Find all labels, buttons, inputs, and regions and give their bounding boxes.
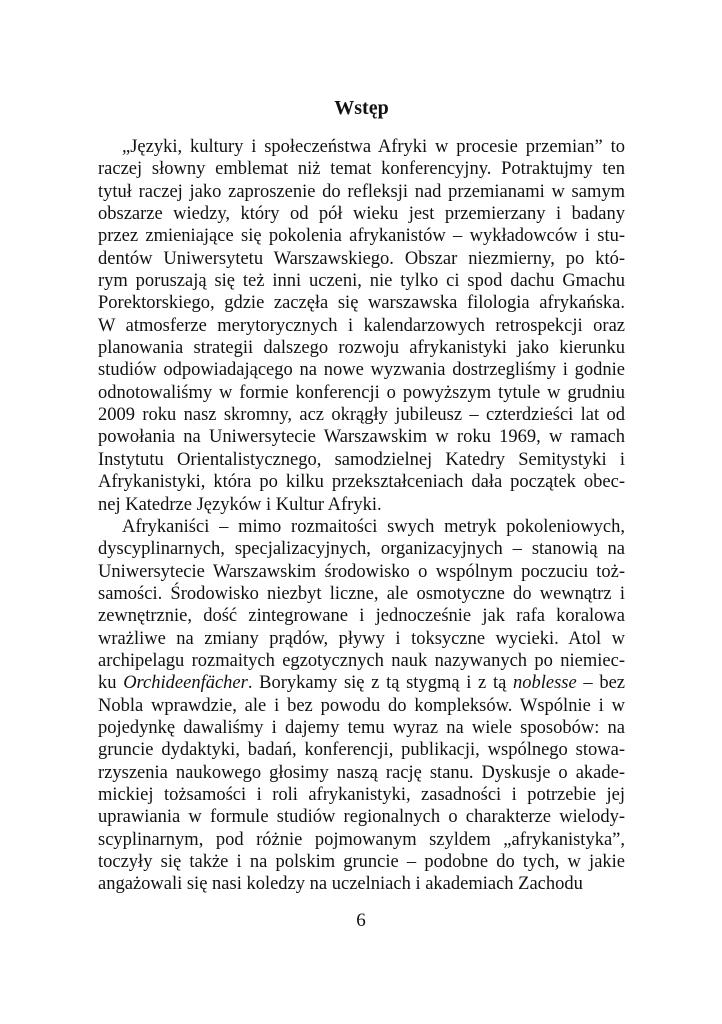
text-line: nej Katedrze Języków i Kultur Afryki. [98,494,382,515]
text-line: rzyszenia naukowego głosimy naszą rację stanu. Dyskusje o akade- [98,762,625,783]
text-line: angażowali się nasi koledzy na uczelniach i akademiach Zachodu [98,874,583,895]
text-line: planowania strategii dalszego rozwoju afrykanistyki jako kierunku [98,338,625,359]
text-line: Uniwersytecie Warszawskim środowisko o wspólnym poczuciu toż- [98,561,625,582]
text-line: pojedynkę dawaliśmy i dajemy temu wyraz na wiele sposobów: na [98,717,625,738]
text-line: archipelagu rozmaitych egzotycznych nauk nazywanych po niemiec- [98,650,625,671]
text-line: Instytutu Orientalistycznego, samodzielnej Katedry Semitystyki i [98,449,625,470]
text-line: scyplinarnym, pod różnie pojmowanym szyldem „afrykanistyka”, [98,829,625,850]
text-line: powołania na Uniwersytecie Warszawskim w roku 1969, w ramach [98,427,625,448]
text-line: W atmosferze merytorycznych i kalendarzowych retrospekcji oraz [98,315,625,336]
text-line: „Języki, kultury i społeczeństwa Afryki w procesie przemian” to [122,137,625,157]
text-line: przez zmieniające się pokolenia afrykanistów – wykładowców i stu- [98,226,625,247]
text-line: studiów odpowiadającego na nowe wyzwania dostrzegliśmy i godnie [98,360,625,381]
text-line: mickiej tożsamości i roli afrykanistyki, zasadności i potrzebie jej [98,784,625,805]
text-line: ku Orchideenfächer. Borykamy się z tą stygmą i z tą noblesse – bez [98,673,625,694]
paragraph [98,516,625,896]
text-line: Afrykaniści – mimo rozmaitości swych metryk pokoleniowych, [122,516,625,537]
text-line: Porektorskiego, gdzie zaczęła się warszawska filologia afrykańska. [98,293,625,314]
text-line: raczej słowny emblemat niż temat konferencyjny. Potraktujmy ten [98,159,625,180]
text-line: Nobla wprawdzie, ale i bez powodu do kompleksów. Wspólnie i w [98,695,625,716]
text-line: odnotowaliśmy w formie konferencji o powyższym tytule w grudniu [98,382,625,403]
text-line: dyscyplinarnych, specjalizacyjnych, organizacyjnych – stanowią na [98,539,625,560]
body-text [98,136,625,896]
text-line: uprawiania w formule studiów regionalnych o charakterze wielody- [98,807,625,828]
text-line: dentów Uniwersytetu Warszawskiego. Obszar niezmierny, po któ- [98,248,625,269]
page-title: Wstęp [334,97,389,119]
text-line: wrażliwe na zmiany prądów, pływy i toksyczne wycieki. Atol w [98,628,625,649]
text-line: toczyły się także i na polskim gruncie – podobne do tych, w jakie [98,852,625,872]
text-line: samości. Środowisko niezbyt liczne, ale osmotyczne do wewnątrz i [98,583,625,604]
paragraph [98,136,625,516]
text-line: rym poruszają się też inni uczeni, nie tylko ci spod dachu Gmachu [98,271,625,292]
text-line: 2009 roku nasz skromny, acz okrągły jubileusz – czterdzieści lat od [98,405,625,426]
document-page [98,96,625,896]
page-number: 6 [356,910,366,931]
text-line: tytuł raczej jako zaproszenie do refleksji nad przemianami w samym [98,181,625,202]
text-line: zewnętrznie, dość zintegrowane i jednocześnie jak rafa koralowa [98,606,625,627]
text-line: obszarze wiedzy, który od pół wieku jest przemierzany i badany [98,204,625,225]
text-line: Afrykanistyki, która po kilku przekształceniach dała początek obec- [98,472,625,493]
text-line: gruncie dydaktyki, badań, konferencji, publikacji, wspólnego stowa- [98,740,625,761]
